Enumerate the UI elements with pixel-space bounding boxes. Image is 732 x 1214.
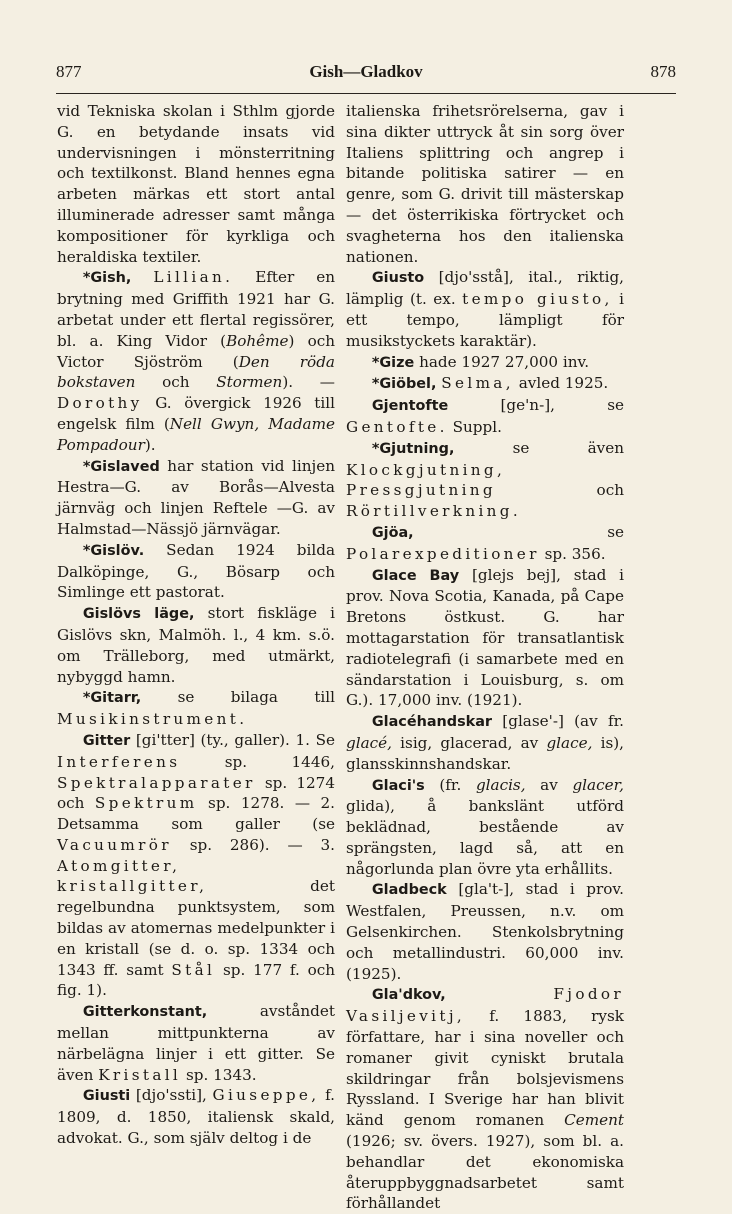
dictionary-entry (346, 352, 624, 374)
entry-text: [glejs bej], stad i prov. Nova Scotia, Kanada, på Cape Bretons östkust. G. har mottagarstation för transatlantisk radiotelegrafi (i samarbete med en sändarstation i Louisburg, s. om G.). 17,000 inv. (1921). (346, 565, 625, 710)
entry-headword: Glacéhandskar (371, 714, 493, 731)
spaced-term: Stål (171, 960, 216, 979)
entry-headword: Gjentofte (371, 398, 449, 415)
spaced-term: Kristall (98, 1065, 182, 1084)
entry-text: [djo'sstå], ital., riktig, lämplig (t. ex. (346, 268, 624, 309)
entry-text: och (135, 373, 217, 392)
entry-headword: Gitterkonstant, (82, 1004, 208, 1021)
spaced-term: Fjodor Vasiljevitj, (346, 985, 624, 1026)
entry-headword: *Gislöv. (82, 542, 145, 559)
spaced-term: Vacuumrör (57, 835, 172, 854)
entry-text: se även (512, 438, 625, 457)
dictionary-entry (346, 395, 624, 438)
left-column (57, 101, 335, 1149)
entry-text: sp. 286). — 3. (171, 835, 335, 854)
entry-text: [glase'-] (av fr. (502, 712, 624, 731)
italic-term: glacé, (346, 733, 392, 752)
entry-text: G. övergick 1926 till engelsk film ( (57, 394, 335, 433)
entry-text: [gi'tter] (ty., galler). 1. Se (135, 730, 335, 749)
dictionary-entry (346, 879, 624, 984)
entry-headword: Glace Bay (371, 567, 460, 584)
entry-text: sp. 1343. (181, 1065, 257, 1084)
dictionary-entry (346, 565, 624, 712)
italic-term: glacer, (572, 775, 624, 794)
page-header (56, 62, 676, 86)
entry-headword: *Gize (371, 354, 415, 371)
entry-headword: Gislövs läge, (82, 606, 195, 623)
entry-headword: *Gitarr, (82, 690, 142, 707)
entry-text: hade 1927 27,000 inv. (419, 352, 590, 371)
entry-text: [gla't-], stad i prov. Westfalen, Preussen, n.v. om Gelsenkirchen. Stenkolsbrytning och metallindustri. 60,000 inv. (1925). (346, 880, 625, 983)
entry-text: ). (144, 435, 156, 454)
page-number-right: 878 (650, 62, 676, 81)
dictionary-entry (57, 1085, 335, 1148)
spaced-term: Giuseppe, (212, 1086, 320, 1105)
dictionary-entry (57, 730, 335, 1001)
entry-text: sp. 1278. — 2. Detsamma som galler (se (57, 794, 335, 834)
spaced-term: Rörtillverkning. (346, 502, 522, 521)
dictionary-entry (57, 456, 335, 540)
entry-text: avståndet mellan mittpunkterna av närbelägna linjer i ett gitter. Se även (57, 1002, 335, 1084)
spaced-term: tempo giusto, (462, 290, 613, 309)
spaced-term: Interferens (57, 752, 181, 771)
italic-term: glacis, (475, 775, 526, 794)
entry-headword: Gjöa, (371, 524, 414, 541)
entry-text: ). — (282, 373, 335, 392)
entry-text: stort fiskläge i Gislövs skn, Malmöh. l., 4 km. s.ö. om Trälleborg, med utmärkt, nybyggd hamn. (57, 604, 335, 686)
continued-text: italienska frihetsrörelserna, gav i sina dikter uttryck åt sin sorg över Italiens splittring och angrep i bitande politiska satirer — en genre, som G. drivit till mästerskap — det österrikiska förtrycket och svagheterna hos den italienska nationen. (346, 102, 624, 266)
dictionary-entry (57, 603, 335, 687)
dictionary-entry (57, 1001, 335, 1085)
continued-text: vid Tekniska skolan i Sthlm gjorde G. en betydande insats vid undervisningen i mönsterritning och textilkonst. Bland hennes egna arbeten märkas ett stort antal illuminerade adresser samt många kompositioner för kyrkliga och heraldiska textiler. (57, 102, 335, 266)
entry-text: Sedan 1924 bilda Dalköpinge, G., Bösarp och Simlinge ett pastorat. (57, 540, 335, 602)
entry-headword: Gla'dkov, (371, 987, 446, 1004)
entry-text: och (496, 481, 624, 500)
italic-term: Den röda bokstaven (57, 352, 335, 392)
entry-headword: Glaci's (371, 777, 425, 794)
page-number-left: 877 (56, 62, 82, 81)
entry-text: [ge'n-], se (500, 396, 624, 415)
entry-text: isig, glacerad, av (391, 733, 547, 752)
entry-text: avled 1925. (513, 374, 609, 393)
entry-text: (1926; sv. övers. 1927), som bl. a. behandlar det ekonomiska återuppbyggnadsarbetet samt förhållandet (346, 1132, 624, 1213)
dictionary-entry (346, 984, 624, 1214)
entry-text: Efter en brytning med Griffith 1921 har G. arbetat under ett flertal regissörer, bl. a. King Vidor ( (57, 268, 336, 350)
entry-headword: *Giöbel, (371, 376, 437, 393)
entry-text: se bilaga till (177, 688, 335, 707)
spaced-term: Selma, (441, 374, 514, 393)
italic-term: Cement (564, 1111, 624, 1130)
entry-text: glida), å bankslänt utförd beklädnad, bestående av sprängsten, lagd så, att en någorlunda plan övre yta erhållits. (346, 797, 624, 878)
entry-text: (fr. (439, 775, 476, 794)
entry-text: av (525, 775, 573, 794)
entry-headword: Gladbeck (371, 882, 447, 899)
spaced-term: Klockgjutning, Pressgjutning (346, 460, 506, 500)
running-title: Gish—Gladkov (309, 62, 423, 81)
right-column (346, 101, 624, 1214)
entry-text: sp. 1446, (180, 752, 335, 771)
italic-term: Stormen (216, 373, 283, 392)
entry-headword: Gitter (82, 732, 131, 749)
dictionary-entry (57, 687, 335, 730)
dictionary-entry (346, 267, 624, 351)
spaced-term: Lillian. (153, 268, 234, 287)
italic-term: Nell Gwyn, Madame Pompadour (57, 414, 335, 454)
italic-term: Bohême (226, 331, 289, 350)
entry-text: sp. 356. (539, 544, 606, 563)
entry-headword: *Gislaved (82, 458, 160, 475)
entry-headword: *Gjutning, (371, 440, 455, 457)
entry-text: is), glansskinnshandskar. (346, 733, 625, 773)
entry-text: Suppl. (447, 417, 502, 436)
entry-text: se (607, 522, 624, 541)
entry-headword: Giusto (371, 270, 425, 287)
dictionary-entry (57, 267, 335, 455)
spaced-term: Atomgitter, kristallgitter, (57, 856, 208, 896)
dictionary-entry (346, 711, 624, 774)
entry-headword: *Gish, (82, 270, 132, 287)
spaced-term: Gentofte. (346, 417, 448, 436)
entry-text: f. 1809, d. 1850, italiensk skald, advokat. G., som själv deltog i de (57, 1086, 335, 1148)
spaced-term: Musikinstrument. (57, 710, 248, 729)
dictionary-entry (57, 540, 335, 603)
spaced-term: Dorothy (57, 394, 143, 413)
entry-text: i ett tempo, lämpligt för musikstyckets karaktär). (346, 290, 624, 350)
entry-headword: Giusti (82, 1088, 131, 1105)
italic-term: glace, (546, 733, 593, 752)
spaced-term: Polarexpeditioner (346, 544, 540, 563)
spaced-term: Spektralapparater (57, 773, 256, 792)
dictionary-entry (346, 373, 624, 395)
entry-text: [djo'ssti], (135, 1086, 213, 1105)
entry-text: sp. 1274 och (57, 773, 335, 813)
spaced-term: Spektrum (94, 794, 198, 813)
entry-text: det regelbundna punktsystem, som bildas av atomernas medelpunkter i en kristall (se d. o. sp. 1334 och 1343 ff. samt (57, 877, 335, 979)
entry-text: f. 1883, rysk författare, har i sina noveller och romaner givit cyniskt brutala skildringar från bolsjevismens Ryssland. I Sverige har han blivit känd genom romanen (346, 1007, 624, 1130)
entry-text: ) och Victor Sjöström ( (57, 331, 335, 371)
dictionary-entry (346, 775, 624, 880)
entry-text: sp. 177 f. och fig. 1). (57, 960, 335, 1000)
dictionary-entry (346, 438, 624, 522)
header-rule (56, 93, 676, 94)
dictionary-entry (346, 522, 624, 565)
entry-text: har station vid linjen Hestra—G. av Borås—Alvesta järnväg och linjen Reftele —G. av Halmstad—Nässjö järnvägar. (57, 456, 335, 538)
